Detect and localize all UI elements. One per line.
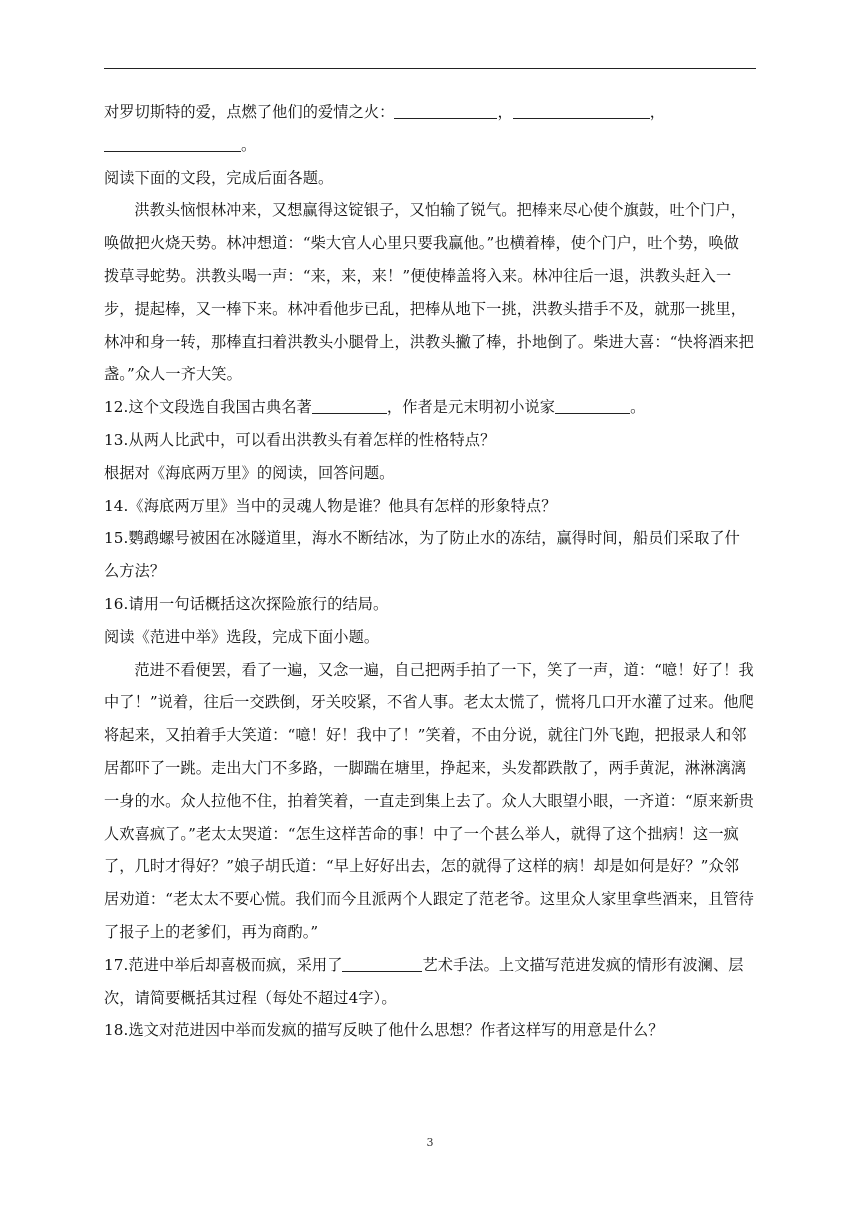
question-18: 18.选文对范进因中举而发疯的描写反映了他什么思想？作者这样写的用意是什么？ — [104, 1021, 664, 1040]
page-content — [104, 96, 754, 1047]
question-14: 14.《海底两万里》当中的灵魂人物是谁？他具有怎样的形象特点？ — [104, 496, 557, 515]
answer-blank[interactable] — [513, 103, 650, 119]
question-15: 15.鹦鹉螺号被困在冰隧道里，海水不断结冰，为了防止水的冻结，赢得时间，船员们采取了什么方法？ — [104, 529, 740, 581]
question-12: 12.这个文段选自我国古典名著 ，作者是元末明初小说家 。 — [104, 398, 646, 417]
answer-blank[interactable] — [394, 103, 497, 119]
section-intro: 阅读《范进中举》选段，完成下面小题。 — [104, 627, 380, 646]
answer-blank[interactable] — [104, 136, 241, 152]
reading-passage: 范进不看便罢，看了一遍，又念一遍，自己把两手拍了一下，笑了一声，道：“噫！好了！我中了！”说着，往后一交跌倒，牙关咬紧，不省人事。老太太慌了，慌将几口开水灌了过来。他爬将起来，又拍着手大笑道：“噫！好！我中了！”笑着，不由分说，就往门外飞跑，把报录人和邻居都吓了一跳。走出大门不多路，一脚踹在塘里，挣起来，头发都跌散了，两手黄泥，淋淋漓漓一身的水。众人拉他不住，拍着笑着，一直走到集上去了。众人大眼望小眼，一齐道：“原来新贵人欢喜疯了。”老太太哭道：“怎生这样苦命的事！中了一个甚么举人，就得了这个拙病！这一疯了，几时才得好？”娘子胡氏道：“早上好好出去，怎的就得了这样的病！却是如何是好？”众邻居劝道：“老太太不要心慌。我们而今且派两个人跟定了范老爷。这里众人家里拿些酒来，且管待了报子上的老爹们，再为商酌。” — [104, 660, 754, 941]
question-13: 13.从两人比武中，可以看出洪教头有着怎样的性格特点？ — [104, 430, 496, 449]
question-16: 16.请用一句话概括这次探险旅行的结局。 — [104, 594, 389, 613]
answer-blank[interactable] — [312, 398, 387, 414]
answer-blank[interactable] — [342, 956, 422, 972]
prev-question-line-2: 。 — [104, 129, 754, 162]
page-number: 3 — [426, 1136, 434, 1149]
section-intro: 阅读下面的文段，完成后面各题。 — [104, 168, 334, 187]
answer-blank[interactable] — [555, 398, 630, 414]
prev-question-line-1: 对罗切斯特的爱，点燃了他们的爱情之火： ， ， — [104, 103, 666, 121]
section-intro: 根据对《海底两万里》的阅读，回答问题。 — [104, 463, 395, 482]
question-17: 17.范进中举后却喜极而疯，采用了 艺术手法。上文描写范进发疯的情形有波澜、层次，请简要概括其过程（每处不超过4字）。 — [104, 955, 744, 1007]
reading-passage: 洪教头恼恨林冲来，又想赢得这锭银子，又怕输了锐气。把棒来尽心使个旗鼓，吐个门户，唤做把火烧天势。林冲想道：“柴大官人心里只要我赢他。”也横着棒，使个门户，吐个势，唤做拨草寻蛇势。洪教头喝一声：“来，来，来！”便使棒盖将入来。林冲往后一退，洪教头赶入一步，提起棒，又一棒下来。林冲看他步已乱，把棒从地下一挑，洪教头措手不及，就那一挑里，林冲和身一转，那棒直扫着洪教头小腿骨上，洪教头撇了棒，扑地倒了。柴进大喜：“快将酒来把盏。”众人一齐大笑。 — [104, 201, 754, 384]
header-rule — [104, 68, 756, 69]
